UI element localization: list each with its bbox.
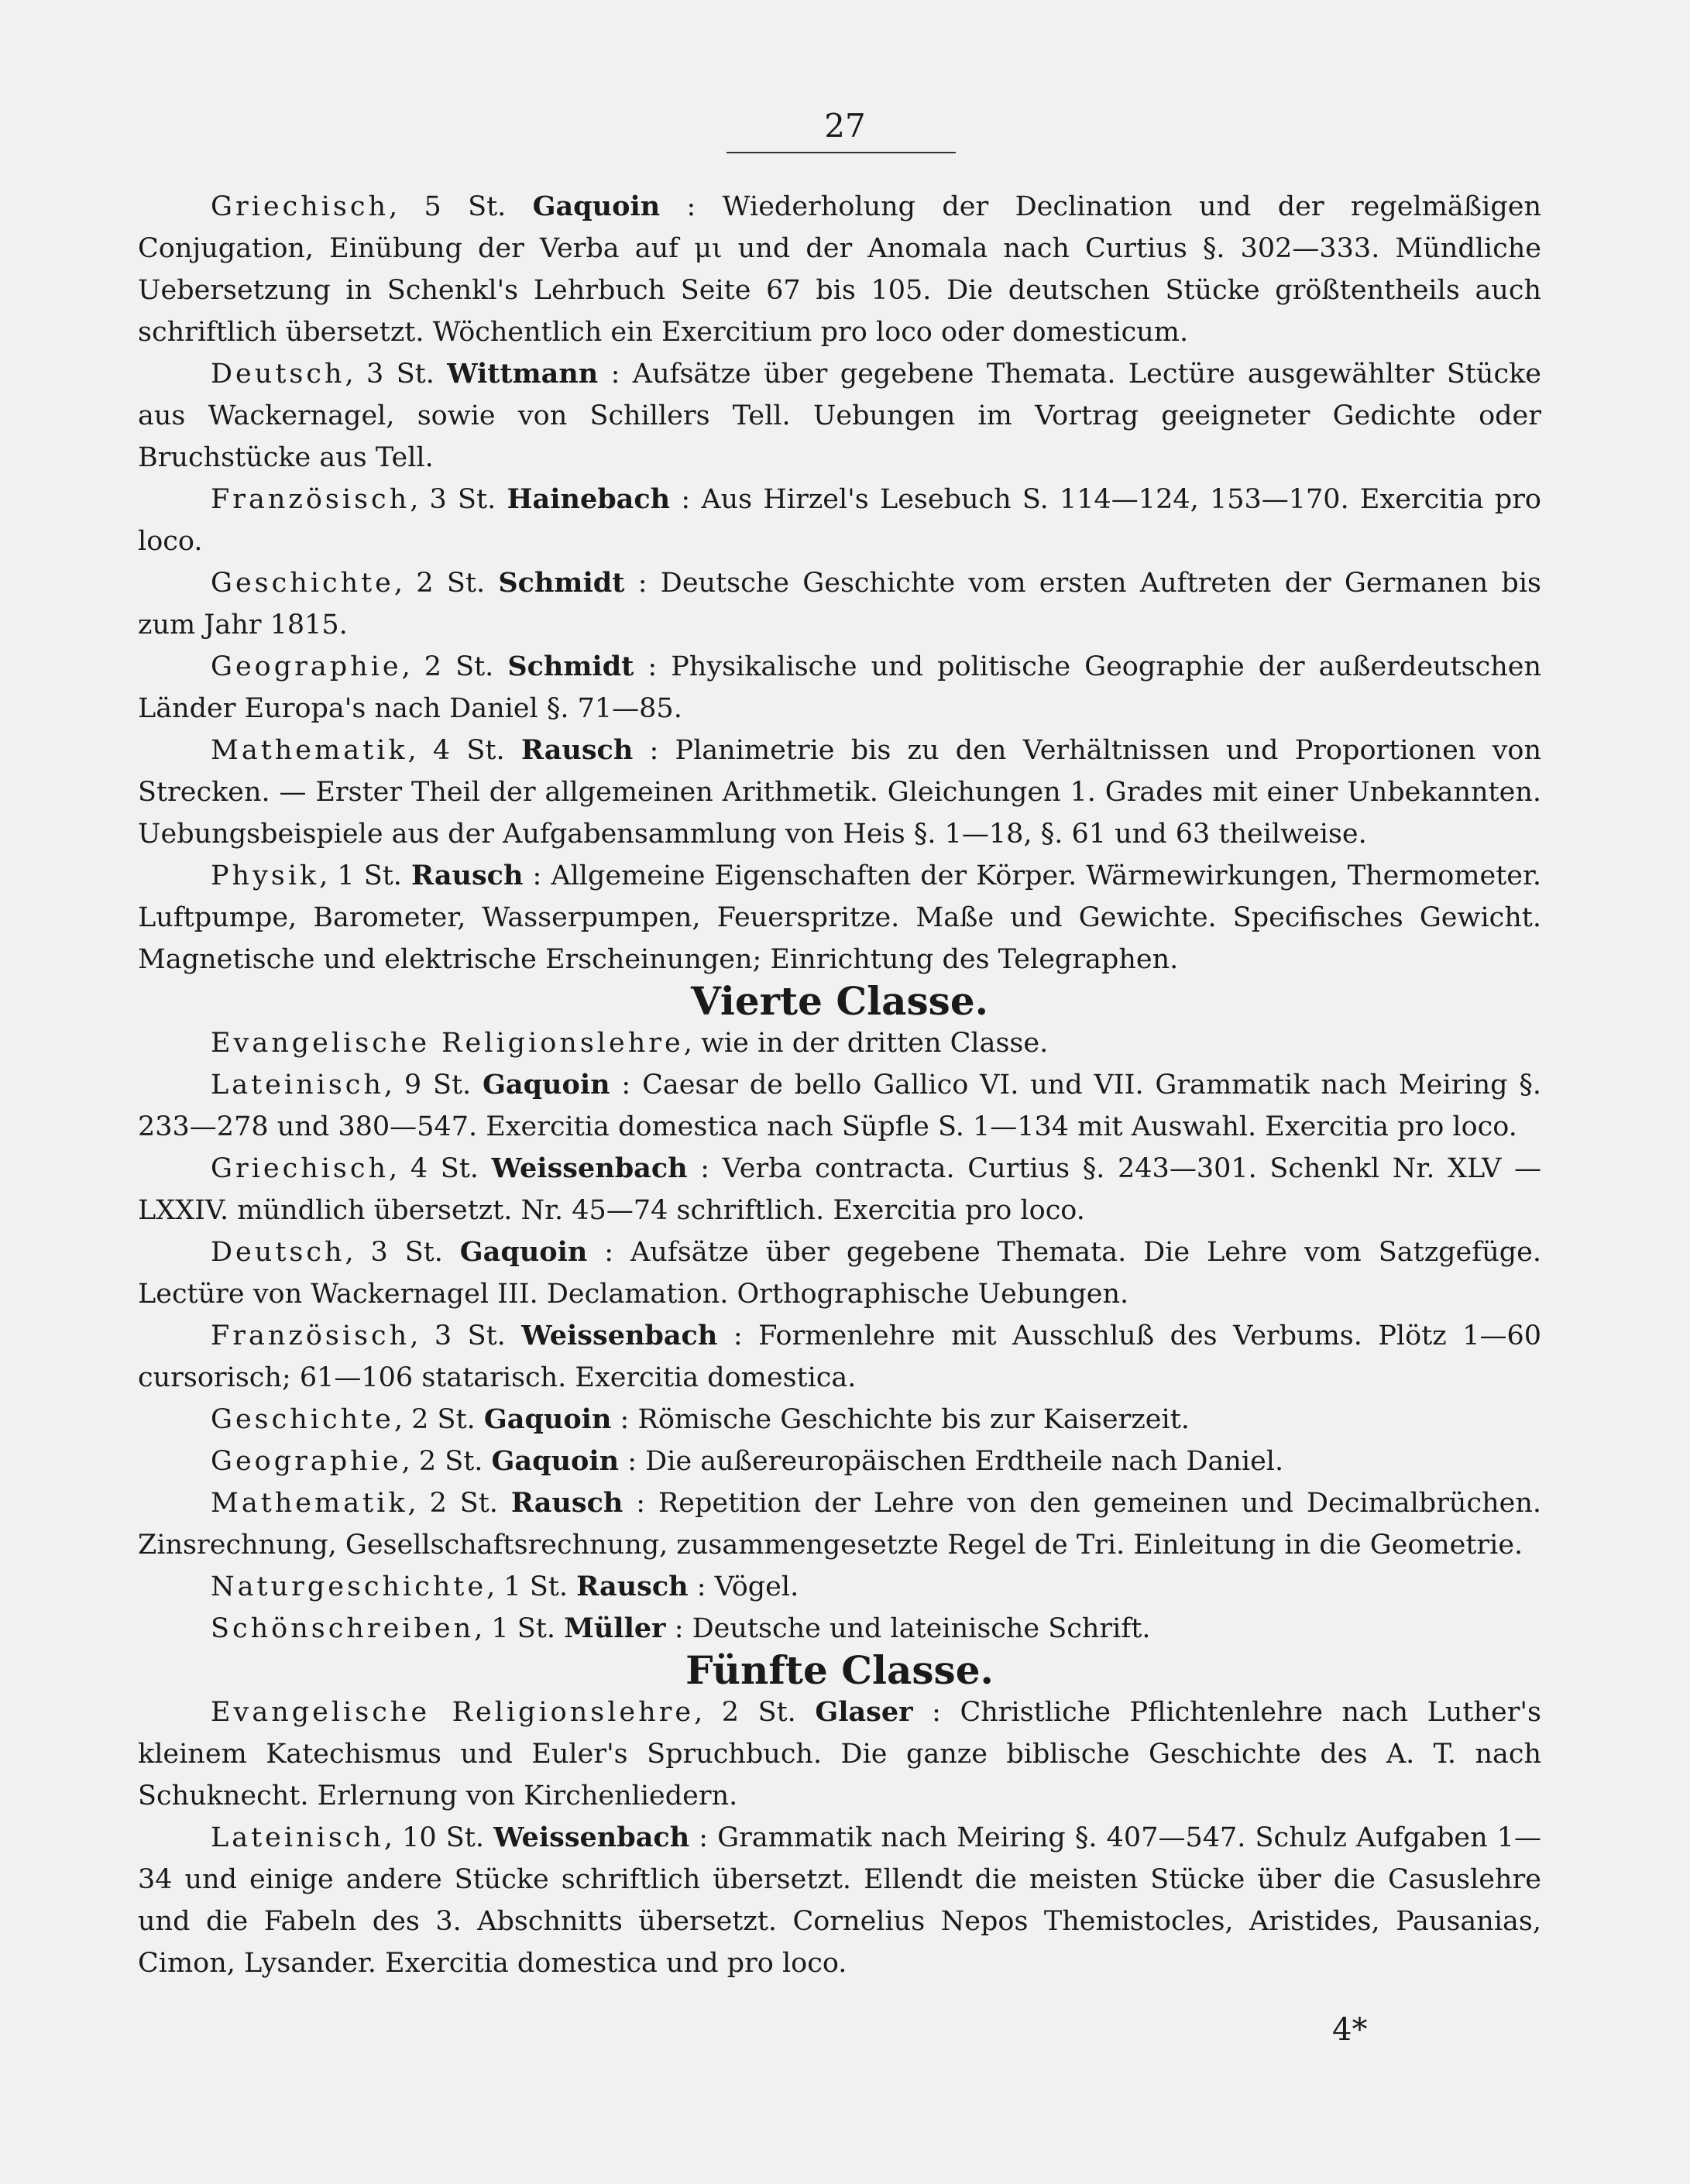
teacher-name: Weissenbach — [491, 1152, 688, 1184]
curriculum-entry — [138, 1315, 1541, 1399]
curriculum-entry — [138, 1482, 1541, 1566]
curriculum-entry — [138, 1231, 1541, 1315]
entry-description: , wie in der dritten Classe. — [683, 1028, 1049, 1059]
teacher-name: Rausch — [576, 1571, 689, 1602]
curriculum-entry — [138, 646, 1541, 730]
page-number: 27 — [824, 107, 866, 145]
section-heading: Fünfte Classe. — [685, 1647, 994, 1693]
subject-name: Geschichte — [211, 568, 394, 599]
teacher-name: Glaser — [815, 1696, 913, 1728]
teacher-name: Gaquoin — [483, 1069, 610, 1101]
curriculum-entry — [138, 1441, 1541, 1482]
section-heading: Vierte Classe. — [690, 978, 989, 1024]
subject-name: Geographie — [211, 651, 402, 682]
entry-description: : Die außereuropäischen Erdtheile nach Daniel. — [619, 1446, 1284, 1477]
weekly-hours: , 2 St. — [393, 1404, 484, 1435]
teacher-name: Weissenbach — [493, 1822, 690, 1853]
teacher-name: Schmidt — [498, 567, 625, 599]
curriculum-entry — [138, 1399, 1541, 1441]
curriculum-entry — [138, 1064, 1541, 1148]
entry-description: : Aufsätze über gegebene Themata. Die Lehre vom Satzgefüge. Lectüre von Wackernagel III. Declamation. Orthographische Uebungen. — [138, 1237, 1541, 1310]
curriculum-entry — [138, 1608, 1541, 1650]
page-content — [138, 186, 1541, 1984]
header-rule — [726, 152, 956, 153]
subject-name: Französisch — [211, 1320, 410, 1351]
subject-name: Naturgeschichte — [211, 1571, 487, 1602]
weekly-hours: , 3 St. — [410, 1320, 522, 1351]
entry-description: : Physikalische und politische Geographie der außerdeutschen Länder Europa's nach Daniel §. 71—85. — [138, 651, 1541, 724]
teacher-name: Wittmann — [447, 358, 599, 390]
subject-name: Geschichte — [211, 1404, 394, 1435]
subject-name: Evangelische Religionslehre — [211, 1697, 695, 1728]
teacher-name: Hainebach — [507, 483, 671, 515]
weekly-hours: , 2 St. — [393, 568, 499, 599]
weekly-hours: , 1 St. — [319, 860, 411, 891]
teacher-name: Gaquoin — [491, 1445, 620, 1477]
weekly-hours: , 2 St. — [407, 1488, 511, 1519]
weekly-hours: , 4 St. — [407, 735, 521, 766]
entry-description: : Wiederholung der Declination und der regelmäßigen Conjugation, Einübung der Verba auf μι und der Anomala nach Curtius §. 302—333. Mündliche Uebersetzung in Schenkl's Lehrbuch Seite 67 bis 105. Die deutschen Stücke größtentheils auch schriftlich übersetzt. Wöchentlich ein Exercitium pro loco oder domesticum. — [138, 191, 1541, 348]
teacher-name: Rausch — [520, 734, 634, 766]
curriculum-entry — [138, 1022, 1541, 1064]
curriculum-entry — [138, 186, 1541, 353]
weekly-hours: , 3 St. — [410, 484, 507, 515]
weekly-hours: , 3 St. — [345, 1237, 460, 1268]
entry-description: : Grammatik nach Meiring §. 407—547. Schulz Aufgaben 1—34 und einige andere Stücke schriftlich übersetzt. Ellendt die meisten Stücke über die Casuslehre und die Fabeln des 3. Abschnitts übersetzt. Cornelius Nepos Themistocles, Aristides, Pausanias, Cimon, Lysander. Exercitia domestica und pro loco. — [138, 1822, 1541, 1979]
subject-name: Geographie — [211, 1446, 402, 1477]
curriculum-entry — [138, 562, 1541, 646]
subject-name: Deutsch — [211, 1237, 345, 1268]
teacher-name: Rausch — [410, 860, 524, 891]
entry-description: : Römische Geschichte bis zur Kaiserzeit. — [611, 1404, 1190, 1435]
weekly-hours: , 2 St. — [694, 1697, 816, 1728]
weekly-hours: , 1 St. — [486, 1571, 577, 1602]
signature-mark: 4* — [1332, 2012, 1368, 2048]
subject-name: Griechisch — [211, 1153, 390, 1184]
curriculum-entry — [138, 1148, 1541, 1231]
entry-description: : Caesar de bello Gallico VI. und VII. Grammatik nach Meiring §. 233—278 und 380—547. Exercitia domestica nach Süpfle S. 1—134 mit Auswahl. Exercitia pro loco. — [138, 1070, 1542, 1142]
subject-name: Evangelische Religionslehre — [211, 1028, 684, 1059]
entry-description: : Deutsche Geschichte vom ersten Auftreten der Germanen bis zum Jahr 1815. — [138, 568, 1541, 640]
weekly-hours: , 2 St. — [401, 1446, 492, 1477]
weekly-hours: , 3 St. — [345, 359, 448, 390]
teacher-name: Schmidt — [507, 651, 634, 682]
teacher-name: Gaquoin — [483, 1403, 612, 1435]
teacher-name: Weissenbach — [521, 1320, 718, 1351]
entry-description: : Formenlehre mit Ausschluß des Verbums. Plötz 1—60 cursorisch; 61—106 statarisch. Exercitia domestica. — [138, 1320, 1541, 1393]
entry-description: : Christliche Pflichtenlehre nach Luther's kleinem Katechismus und Euler's Spruchbuch. Die ganze biblische Geschichte des A. T. nach Schuknecht. Erlernung von Kirchenliedern. — [138, 1697, 1542, 1811]
subject-name: Mathematik — [211, 1488, 408, 1519]
subject-name: Französisch — [211, 484, 410, 515]
subject-name: Deutsch — [211, 359, 345, 390]
subject-name: Schönschreiben — [211, 1613, 475, 1644]
weekly-hours: , 5 St. — [389, 191, 533, 222]
weekly-hours: , 4 St. — [389, 1153, 492, 1184]
subject-name: Physik — [211, 860, 320, 891]
teacher-name: Rausch — [510, 1487, 623, 1519]
entry-description: : Allgemeine Eigenschaften der Körper. Wärmewirkungen, Thermometer. Luftpumpe, Barometer, Wasserpumpen, Feuerspritze. Maße und Gewichte. Specifisches Gewicht. Magnetische und elektrische Erscheinungen; Einrichtung des Telegraphen. — [138, 860, 1542, 975]
subject-name: Griechisch — [211, 191, 390, 222]
curriculum-entry — [138, 730, 1541, 855]
curriculum-entry — [138, 479, 1541, 562]
weekly-hours: , 10 St. — [383, 1822, 494, 1853]
entry-description: : Aufsätze über gegebene Themata. Lectüre ausgewählter Stücke aus Wackernagel, sowie von Schillers Tell. Uebungen im Vortrag geeigneter Gedichte oder Bruchstücke aus Tell. — [138, 359, 1542, 473]
weekly-hours: , 9 St. — [383, 1070, 483, 1101]
curriculum-entry — [138, 855, 1541, 980]
entry-description: : Deutsche und lateinische Schrift. — [665, 1613, 1151, 1644]
teacher-name: Gaquoin — [459, 1236, 588, 1268]
subject-name: Lateinisch — [211, 1070, 384, 1101]
teacher-name: Müller — [564, 1612, 666, 1644]
curriculum-entry — [138, 1691, 1541, 1817]
curriculum-entry — [138, 1566, 1541, 1608]
curriculum-entry — [138, 1817, 1541, 1984]
entry-description: : Vögel. — [688, 1571, 799, 1602]
entry-description: : Verba contracta. Curtius §. 243—301. Schenkl Nr. XLV —LXXIV. mündlich übersetzt. Nr. 45—74 schriftlich. Exercitia pro loco. — [138, 1153, 1542, 1226]
entry-description: : Repetition der Lehre von den gemeinen und Decimalbrüchen. Zinsrechnung, Gesellschaftsrechnung, zusammengesetzte Regel de Tri. Einleitung in die Geometrie. — [138, 1488, 1541, 1561]
curriculum-entry — [138, 353, 1541, 479]
subject-name: Mathematik — [211, 735, 408, 766]
teacher-name: Gaquoin — [532, 191, 661, 222]
subject-name: Lateinisch — [211, 1822, 384, 1853]
weekly-hours: , 1 St. — [474, 1613, 565, 1644]
entry-description: : Aus Hirzel's Lesebuch S. 114—124, 153—170. Exercitia pro loco. — [138, 484, 1542, 557]
weekly-hours: , 2 St. — [401, 651, 508, 682]
entry-description: : Planimetrie bis zu den Verhältnissen und Proportionen von Strecken. — Erster Theil der allgemeinen Arithmetik. Gleichungen 1. Grades mit einer Unbekannten. Uebungsbeispiele aus der Aufgabensammlung von Heis §. 1—18, §. 61 und 63 theilweise. — [138, 735, 1541, 850]
